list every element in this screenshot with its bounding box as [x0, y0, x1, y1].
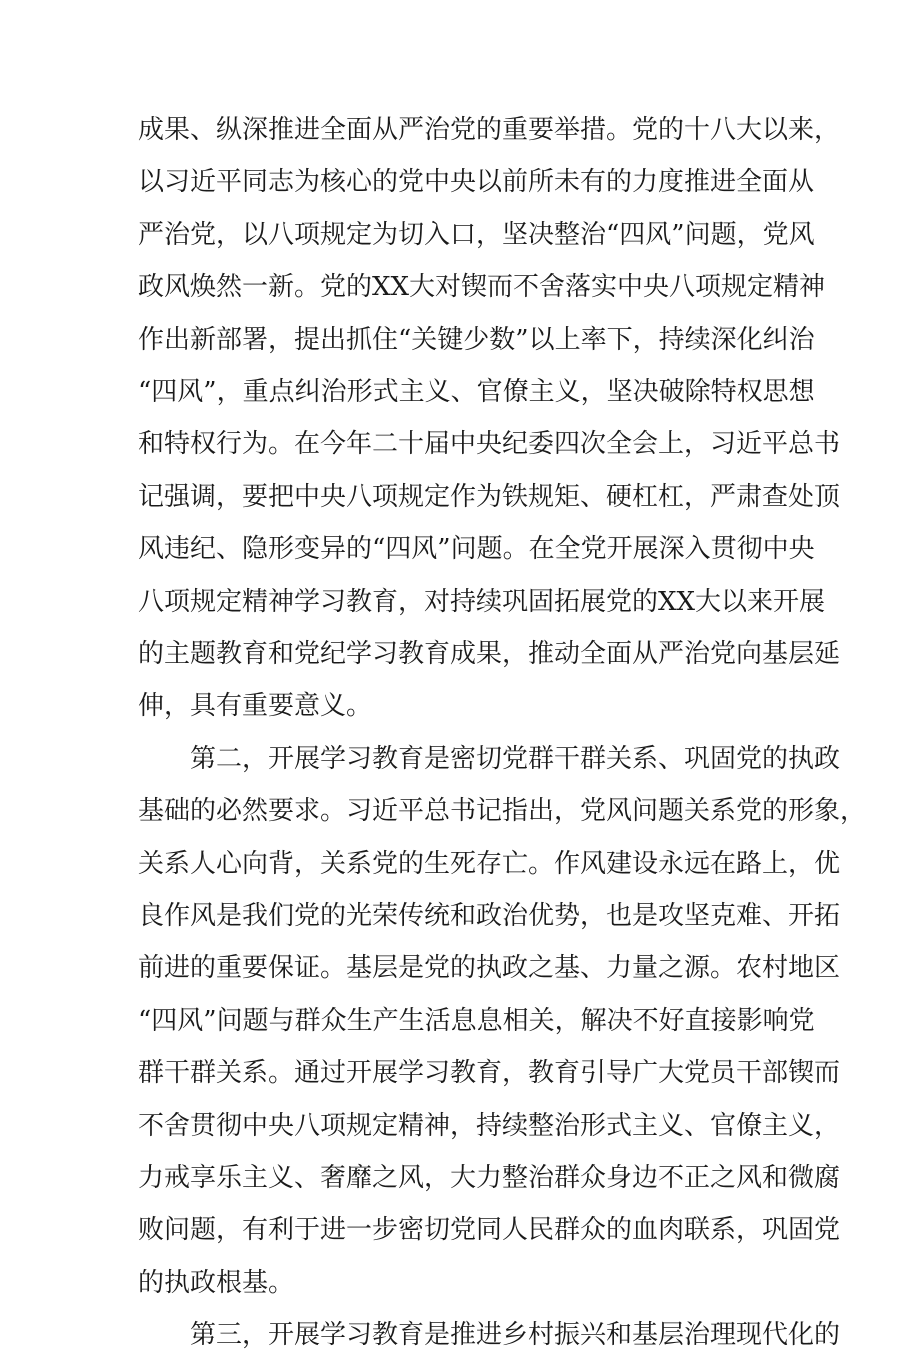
- text-line: 不舍贯彻中央八项规定精神，持续整治形式主义、官僚主义，: [138, 1111, 841, 1141]
- text-line: 八项规定精神学习教育，对持续巩固拓展党的XX大以来开展: [138, 587, 826, 617]
- text-line: 政风焕然一新。党的XX大对锲而不舍落实中央八项规定精神: [138, 272, 826, 302]
- text-line: 败问题，有利于进一步密切党同人民群众的血肉联系，巩固党: [138, 1215, 841, 1245]
- text-line: 成果、纵深推进全面从严治党的重要举措。党的十八大以来，: [138, 115, 841, 145]
- text-line: 的主题教育和党纪学习教育成果，推动全面从严治党向基层延: [138, 639, 841, 669]
- text-line: 和特权行为。在今年二十届中央纪委四次全会上，习近平总书: [138, 429, 841, 459]
- text-line: 伸，具有重要意义。: [138, 691, 373, 721]
- text-line: 基础的必然要求。习近平总书记指出，党风问题关系党的形象，: [138, 796, 867, 826]
- text-line: 严治党，以八项规定为切入口，坚决整治“四风”问题，党风: [138, 220, 815, 250]
- text-line: 前进的重要保证。基层是党的执政之基、力量之源。农村地区: [138, 953, 841, 983]
- text-line: 记强调，要把中央八项规定作为铁规矩、硬杠杠，严肃查处顶: [138, 482, 841, 512]
- paragraph-first-line: 第二，开展学习教育是密切党群干群关系、巩固党的执政: [190, 744, 841, 774]
- text-line: 风违纪、隐形变异的“四风”问题。在全党开展深入贯彻中央: [138, 534, 815, 564]
- text-line: 以习近平同志为核心的党中央以前所未有的力度推进全面从: [138, 167, 815, 197]
- paragraph-first-line: 第三，开展学习教育是推进乡村振兴和基层治理现代化的: [190, 1320, 841, 1350]
- text-line: 作出新部署，提出抓住“关键少数”以上率下，持续深化纠治: [138, 325, 815, 355]
- text-line: 的执政根基。: [138, 1268, 295, 1298]
- text-line: 良作风是我们党的光荣传统和政治优势，也是攻坚克难、开拓: [138, 901, 841, 931]
- text-line: 关系人心向背，关系党的生死存亡。作风建设永远在路上，优: [138, 849, 841, 879]
- text-line: 群干群关系。通过开展学习教育，教育引导广大党员干部锲而: [138, 1058, 841, 1088]
- text-line: 力戒享乐主义、奢靡之风，大力整治群众身边不正之风和微腐: [138, 1163, 841, 1193]
- text-line: “四风”问题与群众生产生活息息相关，解决不好直接影响党: [138, 1006, 815, 1036]
- text-line: “四风”，重点纠治形式主义、官僚主义，坚决破除特权思想: [138, 377, 815, 407]
